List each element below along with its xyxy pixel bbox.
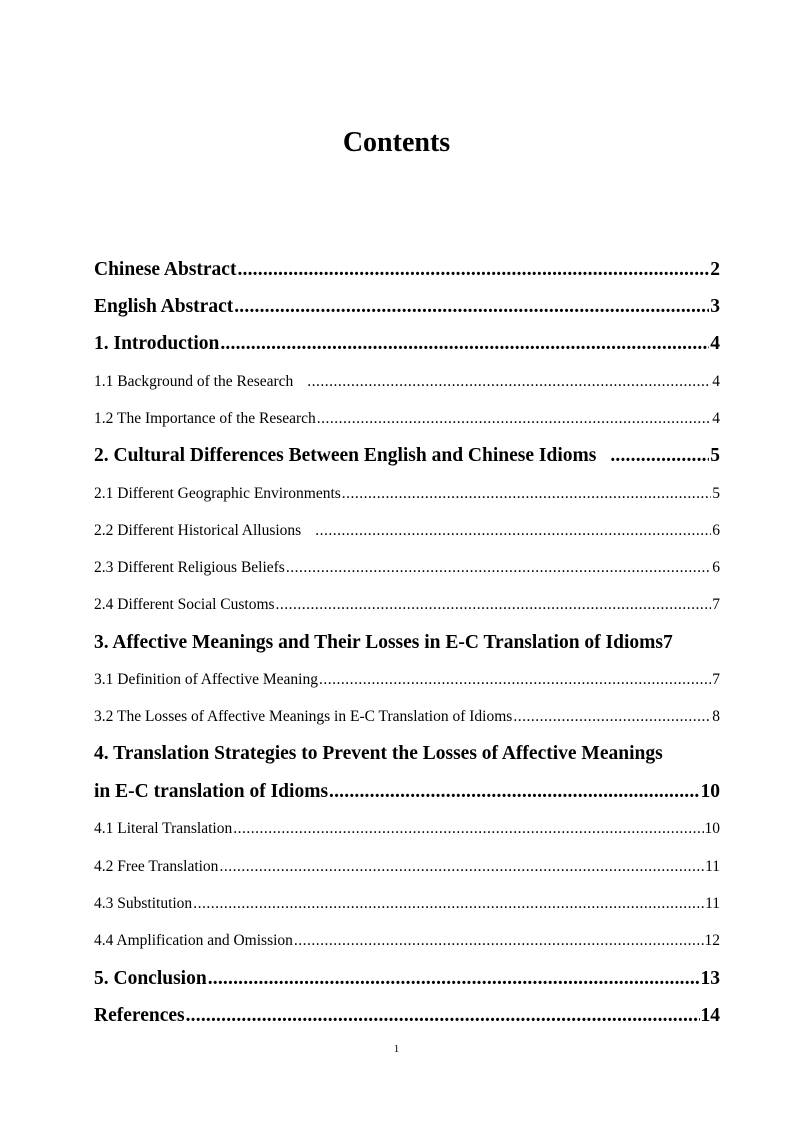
toc-entry-page: 11 (705, 858, 720, 875)
toc-entry-page: 6 (712, 522, 720, 539)
dot-leader (234, 294, 709, 320)
toc-entry-page: 10 (704, 820, 720, 837)
toc-entry-introduction[interactable] (94, 331, 720, 357)
toc-entry-label: 1.1 Background of the Research (94, 373, 294, 390)
toc-entry-label: 5. Conclusion (94, 968, 207, 989)
dot-leader (276, 594, 712, 616)
toc-entry-label: 4. Translation Strategies to Prevent the Losses of Affective Meanings (94, 743, 663, 764)
toc-entry-page: 11 (705, 895, 720, 912)
toc-entry-amplification[interactable] (94, 930, 720, 952)
toc-entry-affective-meanings[interactable] (94, 630, 734, 656)
toc-entry-page: 2 (710, 259, 720, 280)
table-of-contents (94, 0, 720, 1122)
toc-entry-page: 7 (712, 671, 720, 688)
toc-entry-background[interactable] (94, 371, 720, 393)
dot-leader (237, 257, 709, 283)
dot-leader (315, 520, 711, 542)
toc-entry-english-abstract[interactable] (94, 294, 720, 320)
toc-entry-page: 4 (710, 333, 720, 354)
toc-entry-geographic[interactable] (94, 483, 720, 505)
toc-entry-page: 12 (704, 932, 720, 949)
toc-entry-page: 14 (700, 1005, 720, 1026)
dot-leader (286, 557, 711, 579)
toc-entry-references[interactable] (94, 1003, 720, 1029)
dot-leader (193, 893, 704, 915)
toc-entry-page: 5 (710, 445, 720, 466)
toc-entry-label: Chinese Abstract (94, 259, 237, 280)
toc-entry-label: 2.4 Different Social Customs (94, 596, 275, 613)
toc-entry-page: 13 (700, 968, 720, 989)
toc-entry-translation-strategies-line1[interactable] (94, 741, 734, 767)
toc-entry-label: 3.2 The Losses of Affective Meanings in E-C Translation of Idioms (94, 708, 513, 725)
toc-entry-page: 7 (712, 596, 720, 613)
footer-page-number: 1 (393, 1043, 400, 1055)
toc-entry-label: 2. Cultural Differences Between English and Chinese Idioms (94, 445, 597, 466)
toc-entry-label: 3.1 Definition of Affective Meaning (94, 671, 318, 688)
dot-leader (233, 818, 703, 840)
toc-entry-chinese-abstract[interactable] (94, 257, 720, 283)
toc-entry-historical[interactable] (94, 520, 720, 542)
toc-entry-page: 7 (663, 632, 673, 653)
toc-entry-translation-strategies-line2[interactable] (94, 779, 720, 805)
toc-entry-literal[interactable] (94, 818, 720, 840)
toc-entry-conclusion[interactable] (94, 966, 720, 992)
toc-entry-label: 4.4 Amplification and Omission (94, 932, 293, 949)
toc-entry-page: 8 (712, 708, 720, 725)
toc-entry-losses[interactable] (94, 706, 720, 728)
toc-entry-label: 4.3 Substitution (94, 895, 193, 912)
toc-entry-page: 4 (712, 373, 720, 390)
dot-leader (294, 930, 704, 952)
toc-entry-label: 1. Introduction (94, 333, 220, 354)
dot-leader (317, 408, 711, 430)
toc-entry-importance[interactable] (94, 408, 720, 430)
toc-entry-definition[interactable] (94, 669, 720, 691)
toc-entry-label: 3. Affective Meanings and Their Losses in E-C Translation of Idioms (94, 632, 663, 653)
toc-entry-page: 10 (700, 781, 720, 802)
dot-leader (208, 966, 700, 992)
toc-entry-label: 2.2 Different Historical Allusions (94, 522, 302, 539)
toc-entry-cultural-differences[interactable] (94, 443, 720, 469)
dot-leader (186, 1003, 700, 1029)
toc-entry-free[interactable] (94, 856, 720, 878)
toc-entry-page: 6 (712, 559, 720, 576)
toc-entry-religious[interactable] (94, 557, 720, 579)
dot-leader (513, 706, 711, 728)
page-title: Contents (342, 127, 451, 158)
toc-entry-label: 1.2 The Importance of the Research (94, 410, 316, 427)
dot-leader (219, 856, 704, 878)
dot-leader (610, 443, 709, 469)
toc-entry-page: 4 (712, 410, 720, 427)
toc-entry-label: 4.2 Free Translation (94, 858, 219, 875)
toc-entry-social-customs[interactable] (94, 594, 720, 616)
dot-leader (319, 669, 711, 691)
toc-entry-label: 2.3 Different Religious Beliefs (94, 559, 285, 576)
toc-entry-label: 4.1 Literal Translation (94, 820, 233, 837)
toc-entry-page: 5 (712, 485, 720, 502)
toc-entry-label: English Abstract (94, 296, 234, 317)
dot-leader (329, 779, 699, 805)
toc-entry-page: 3 (710, 296, 720, 317)
toc-entry-label: 2.1 Different Geographic Environments (94, 485, 341, 502)
dot-leader (220, 331, 709, 357)
dot-leader (307, 371, 711, 393)
toc-entry-label: in E-C translation of Idioms (94, 781, 329, 802)
toc-entry-label: References (94, 1005, 185, 1026)
dot-leader (342, 483, 711, 505)
toc-entry-substitution[interactable] (94, 893, 720, 915)
